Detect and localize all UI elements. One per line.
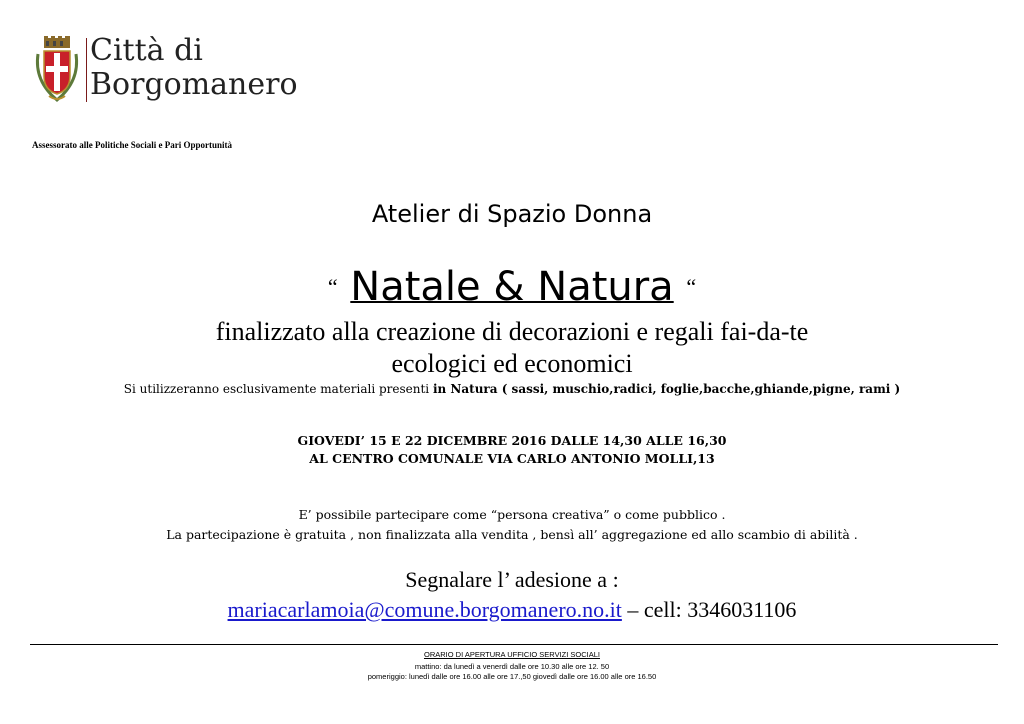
- note-line2: La partecipazione è gratuita , non finalizzata alla vendita , bensì all’ aggregazione ed allo scambio di abilità .: [166, 527, 858, 542]
- office-hours: [0, 662, 1024, 682]
- event-title-line: [0, 262, 1024, 312]
- hours-afternoon: pomeriggio: lunedì dalle ore 16.00 alle ore 17.,50 giovedì dalle ore 16.00 alle ore 16.50: [367, 672, 657, 681]
- materials-list: in Natura ( sassi, muschio,radici, foglie,bacche,ghiande,pigne, rami ): [432, 382, 901, 396]
- logo-divider: [86, 38, 87, 102]
- footer-divider: [30, 644, 998, 645]
- office-hours-heading: ORARIO DI APERTURA UFFICIO SERVIZI SOCIALI: [423, 650, 600, 659]
- dates-line2: AL CENTRO COMUNALE VIA CARLO ANTONIO MOLLI,13: [309, 451, 715, 466]
- city-name-line1: Città di: [90, 33, 203, 68]
- event-subtitle: Atelier di Spazio Donna: [371, 200, 653, 228]
- dates-line1: GIOVEDI’ 15 E 22 DICEMBRE 2016 DALLE 14,30 ALLE 16,30: [297, 433, 727, 448]
- note-line1: E’ possibile partecipare come “persona creativa” o come pubblico .: [298, 507, 726, 522]
- materials-prefix: Si utilizzeranno esclusivamente materiali presenti: [123, 382, 433, 396]
- quote-close: “: [686, 274, 697, 299]
- department-name: Assessorato alle Politiche Sociali e Pari Opportunità: [32, 140, 232, 150]
- hours-morning: mattino: da lunedì a venerdì dalle ore 10.30 alle ore 12. 50: [414, 662, 610, 671]
- event-purpose: [0, 316, 1024, 380]
- coat-of-arms-logo: [32, 36, 82, 106]
- contact-line: [0, 596, 1024, 624]
- event-schedule: [0, 432, 1024, 468]
- contact-cell: – cell: 3346031106: [621, 597, 797, 622]
- event-title: Natale & Natura: [350, 264, 674, 310]
- materials-note: [0, 382, 1024, 396]
- participation-notes: [0, 505, 1024, 545]
- purpose-line1: finalizzato alla creazione di decorazioni e regali fai-da-te: [215, 317, 809, 346]
- city-name: [90, 34, 298, 102]
- purpose-line2: ecologici ed economici: [391, 349, 633, 378]
- signup-label: Segnalare l’ adesione a :: [405, 567, 619, 592]
- city-name-line2: Borgomanero: [90, 67, 298, 102]
- quote-open: “: [327, 274, 338, 299]
- contact-email-link[interactable]: mariacarlamoia@comune.borgomanero.no.it: [227, 597, 622, 622]
